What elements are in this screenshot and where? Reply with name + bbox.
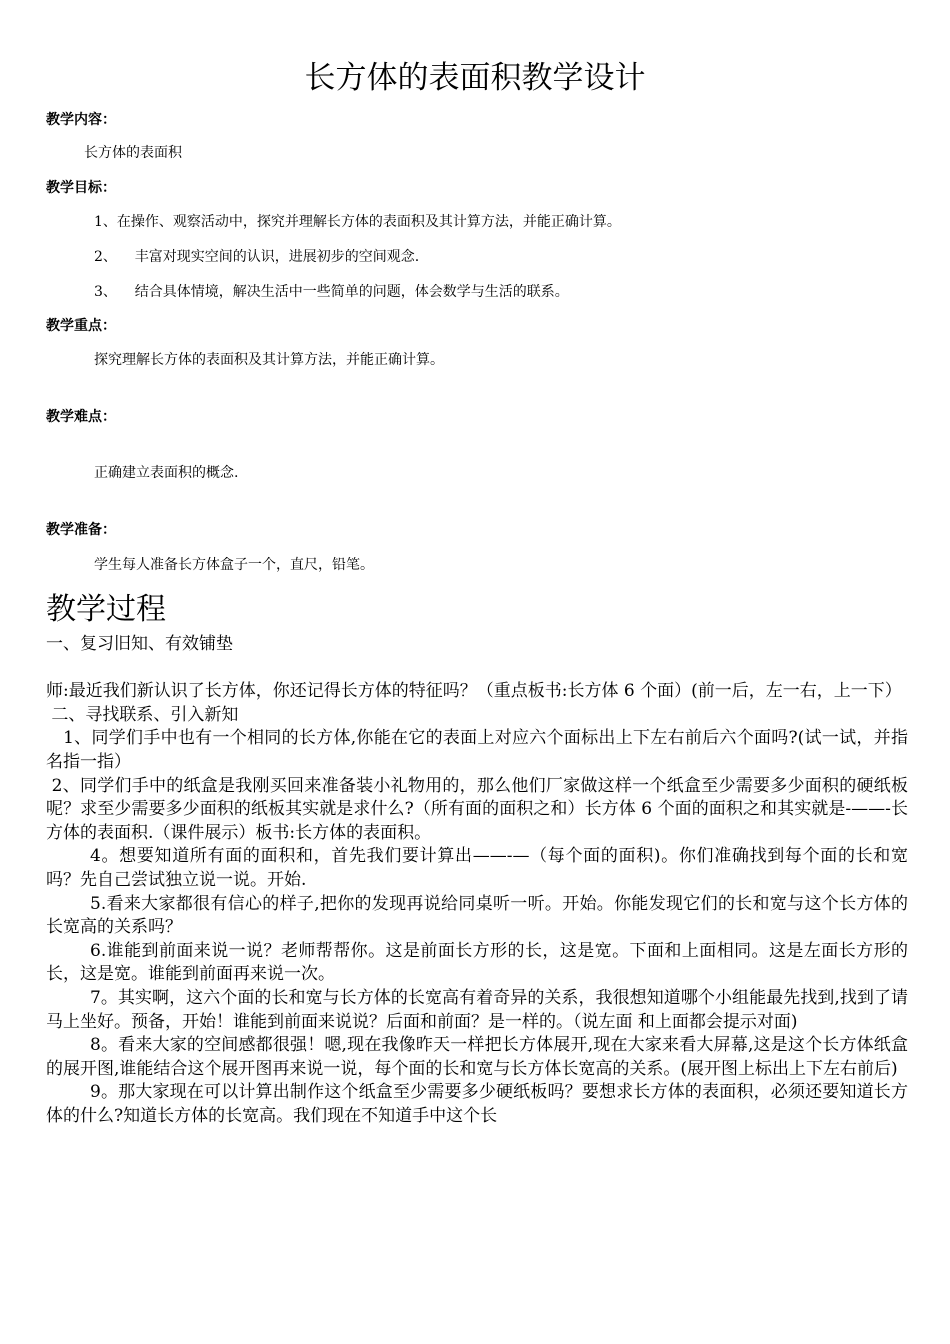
document-title: 长方体的表面积教学设计 (304, 60, 646, 96)
goals-heading: 教学目标： (46, 180, 116, 196)
focus-heading: 教学重点： (46, 318, 116, 334)
process-paragraph: 6.谁能到前面来说一说？老师帮帮你。这是前面长方形的长，这是宽。下面和上面相同。这是左面长方形的长，这是宽。谁能到前面再来说一次。 (46, 940, 908, 985)
preparation-text: 学生每人准备长方体盒子一个，直尺，铅笔。 (94, 557, 374, 573)
focus-text: 探究理解长方体的表面积及其计算方法，并能正确计算。 (94, 352, 444, 368)
process-paragraph: 2、同学们手中的纸盒是我刚买回来准备装小礼物用的，那么他们厂家做这样一个纸盒至少需要多少面积的硬纸板呢？求至少需要多少面积的纸板其实就是求什么?（所有面的面积之和）长方体 6 个面的面积之和其实就是-——-长方体的表面积.（课件展示）板书:长方体的表面积。 (46, 775, 908, 843)
process-paragraph: 5.看来大家都很有信心的样子,把你的发现再说给同桌听一听。开始。你能发现它们的长和宽与这个长方体的长宽高的关系吗？ (46, 893, 908, 938)
process-heading: 教学过程 (46, 592, 166, 627)
process-paragraph: 1、同学们手中也有一个相同的长方体,你能在它的表面上对应六个面标出上下左右前后六个面吗?(试一试，并指名指一指） (46, 728, 909, 772)
process-paragraph: 4。想要知道所有面的面积和，首先我们要计算出——-—（每个面的面积)。你们准确找到每个面的长和宽吗？先自己尝试独立说一说。开始. (46, 846, 908, 890)
goal-item-3: 3、 结合具体情境，解决生活中一些简单的问题，体会数学与生活的联系。 (94, 284, 569, 300)
goal-item-1: 1、在操作、观察活动中，探究并理解长方体的表面积及其计算方法，并能正确计算。 (94, 214, 621, 230)
process-paragraph: 师:最近我们新认识了长方体，你还记得长方体的特征吗？（重点板书:长方体 6 个面）(前一后，左一右，上一下） (46, 657, 902, 702)
difficulty-text: 正确建立表面积的概念. (94, 465, 239, 481)
process-paragraph: 二、寻找联系、引入新知 (46, 704, 239, 725)
process-body (46, 633, 908, 1128)
process-paragraph: 一、复习旧知、有效铺垫 (46, 634, 233, 654)
content-text: 长方体的表面积 (84, 145, 182, 161)
content-heading: 教学内容： (46, 112, 116, 128)
process-paragraph: 9。那大家现在可以计算出制作这个纸盒至少需要多少硬纸板吗？要想求长方体的表面积，必须还要知道长方体的什么?知道长方体的长宽高。我们现在不知道手中这个长 (46, 1082, 908, 1126)
process-paragraph: 8。看来大家的空间感都很强！嗯,现在我像昨天一样把长方体展开,现在大家来看大屏幕,这是这个长方体纸盒的展开图,谁能结合这个展开图再来说一说，每个面的长和宽与长方体长宽高的关系。(展开图上标出上下左右前后) (46, 1035, 908, 1079)
process-paragraph: 7。其实啊，这六个面的长和宽与长方体的长宽高有着奇异的关系，我很想知道哪个小组能最先找到,找到了请马上坐好。预备，开始！谁能到前面来说说？后面和前面？是一样的。（说左面 和上面都会提示对面) (46, 987, 908, 1032)
difficulty-heading: 教学难点： (46, 409, 116, 425)
preparation-heading: 教学准备： (46, 522, 116, 538)
goal-item-2: 2、 丰富对现实空间的认识，进展初步的空间观念. (94, 249, 420, 265)
